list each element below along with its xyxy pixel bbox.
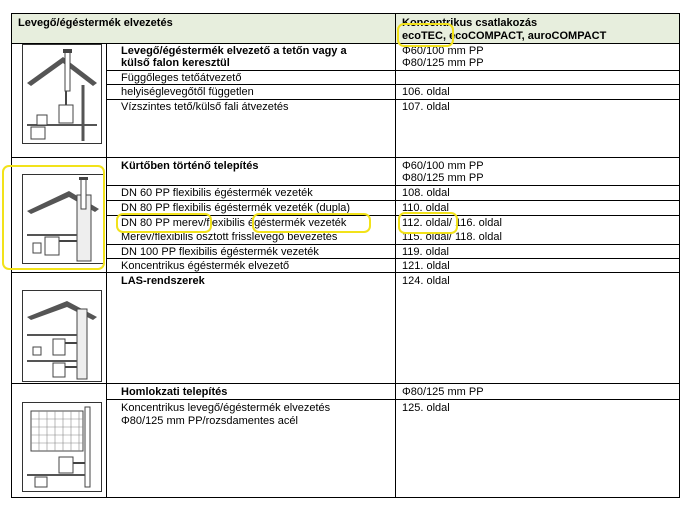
section2-row2-page: 110. oldal [402, 202, 449, 214]
section4-spec1: Φ80/125 mm PP [402, 386, 484, 398]
section2-row6-label: Koncentrikus égéstermék elvezető [121, 260, 290, 272]
section1-row2-label: helyiséglevegőtől független [121, 86, 254, 98]
section1-row1-label: Függőleges tetőátvezető [121, 72, 242, 84]
section4-row1-label: Koncentrikus levegő/égéstermék elvezetés [121, 402, 331, 414]
section1-row2-page: 106. oldal [402, 86, 450, 98]
section1-row3-page: 107. oldal [402, 101, 450, 113]
facade-installation-illustration [22, 402, 102, 492]
section2-spec2: Φ80/125 mm PP [402, 172, 484, 184]
section2-row6-page: 121. oldal [402, 260, 450, 272]
section2-row2-label: DN 80 PP flexibilis égéstermék vezeték (dupla) [121, 202, 351, 214]
section2-row3-label: DN 80 PP merev/flexibilis égéstermék vezeték [121, 217, 347, 229]
section2-spec1: Φ60/100 mm PP [402, 160, 484, 172]
section3-spec1: 124. oldal [402, 275, 450, 287]
section1-title-line1: Levegő/égéstermék elvezető a tetőn vagy a [121, 45, 347, 57]
section4-title: Homlokzati telepítés [121, 386, 228, 398]
section2-title: Kürtőben történő telepítés [121, 160, 259, 172]
section2-row1-label: DN 60 PP flexibilis égéstermék vezeték [121, 187, 313, 199]
section1-title-line2: külső falon keresztül [121, 57, 230, 69]
flue-table [11, 13, 680, 498]
header-col2-line2: ecoTEC, ecoCOMPACT, auroCOMPACT [402, 30, 607, 42]
section2-row5-page: 119. oldal [402, 246, 449, 258]
section2-row4-label: Merev/flexibilis osztott frisslevegő bevezetés [121, 231, 338, 243]
section1-row3-label: Vízszintes tető/külső fali átvezetés [121, 101, 289, 113]
section2-row5-label: DN 100 PP flexibilis égéstermék vezeték [121, 246, 319, 258]
section3-title: LAS-rendszerek [121, 275, 205, 287]
section2-row1-page: 108. oldal [402, 187, 450, 199]
section1-spec1: Φ60/100 mm PP [402, 45, 484, 57]
section1-spec2: Φ80/125 mm PP [402, 57, 484, 69]
section2-row4-page: 115. oldal/ 118. oldal [402, 231, 502, 243]
section4-row1-page: 125. oldal [402, 402, 450, 414]
header-col2-line1: Koncentrikus csatlakozás [402, 17, 538, 29]
chimney-installation-illustration [22, 174, 104, 264]
section2-row3-page: 112. oldal/ 116. oldal [402, 217, 502, 229]
header-col1: Levegő/égéstermék elvezetés [18, 17, 173, 29]
las-system-illustration [22, 290, 102, 382]
section4-row2-label: Φ80/125 mm PP/rozsdamentes acél [121, 415, 298, 427]
roof-installation-illustration [22, 44, 102, 144]
